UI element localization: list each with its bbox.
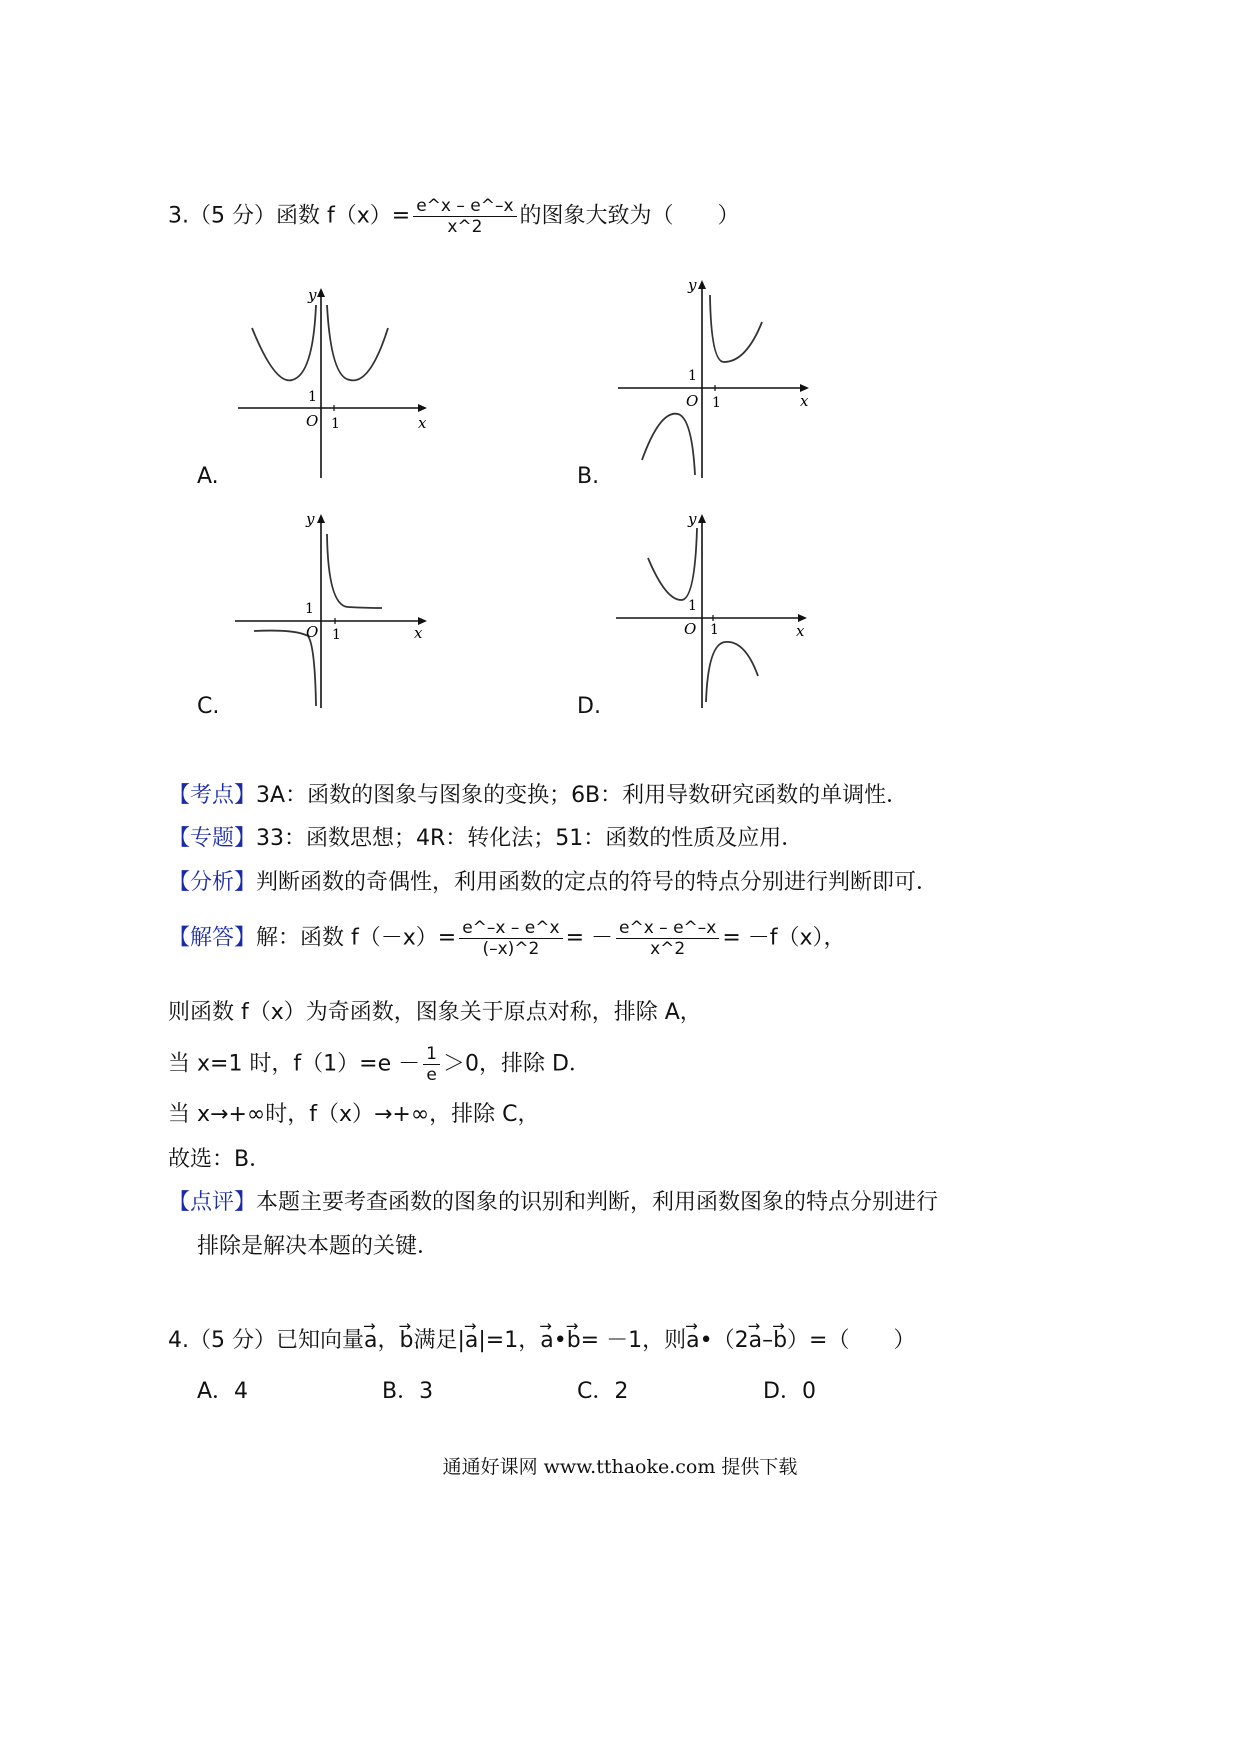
q3-stem-pre: 函数 f（x）=: [276, 203, 411, 229]
kaodian-text: 3A：函数的图象与图象的变换；6B：利用导数研究函数的单调性．: [256, 783, 909, 808]
zhuanti-tag: 【专题】: [168, 826, 257, 851]
graph-d-right-branch: [706, 642, 758, 702]
sol-fraction-2-numerator: e^x – e^–x: [616, 918, 719, 939]
q4-stem: [168, 1326, 915, 1356]
q4-option-c: C．2: [577, 1379, 629, 1404]
graph-b-origin-label: O: [686, 392, 699, 410]
graph-d-x-label: x: [796, 622, 805, 640]
sol-fraction-1: [459, 918, 562, 959]
q4-option-b: B．3: [382, 1379, 434, 1404]
vector-b: → b: [773, 1326, 787, 1356]
q3-formula-numerator: e^x – e^–x: [413, 196, 516, 217]
vector-a: → a: [686, 1326, 699, 1356]
option-a-label: A.: [197, 464, 219, 489]
vector-b: → b: [567, 1326, 581, 1356]
jieda-line: [168, 918, 846, 959]
option-c-label: C.: [197, 694, 220, 719]
graph-a-left-branch: [252, 305, 316, 380]
graph-a-tick-y-1: 1: [308, 389, 317, 405]
fenxi-line: [168, 868, 938, 898]
graph-b-x-label: x: [800, 392, 809, 410]
q3-stem-post: 的图象大致为（ ）: [519, 203, 740, 229]
q3-number: 3.: [168, 203, 189, 229]
graph-b-x-arrow: [800, 384, 809, 392]
sol-fraction-2-denominator: x^2: [650, 939, 686, 959]
sol-fraction-1-numerator: e^–x – e^x: [459, 918, 562, 939]
q3-score: （5 分）: [189, 203, 276, 229]
graph-a-y-arrow: [317, 288, 325, 297]
jieda-tag: 【解答】: [168, 925, 257, 951]
graph-a: [220, 280, 450, 480]
sol-fraction-2: [616, 918, 719, 959]
vector-b: → b: [400, 1326, 414, 1356]
graph-c: [220, 506, 450, 712]
one-over-e-fraction: [423, 1044, 440, 1085]
graph-c-origin-label: O: [306, 623, 319, 641]
graph-c-y-arrow: [317, 514, 325, 523]
dianping-line: [168, 1188, 938, 1218]
dianping-tag: 【点评】: [168, 1190, 257, 1215]
graph-b-left-branch: [642, 414, 695, 475]
graph-c-tick-x-1: 1: [332, 627, 341, 643]
vector-a: → a: [465, 1326, 478, 1356]
q4-text-2: 满足|: [413, 1328, 465, 1353]
solution-line-1: 则函数 f（x）为奇函数，图象关于原点对称，排除 A，: [168, 1000, 702, 1025]
zhuanti-line: [168, 824, 803, 854]
jieda-pre: 解：函数 f（－x）=: [256, 925, 457, 951]
q4-comma: ，: [377, 1328, 400, 1353]
q4-text-4: = －1，则: [580, 1328, 687, 1353]
graph-b: [600, 270, 830, 480]
vector-a: → a: [364, 1326, 377, 1356]
graph-d-x-arrow: [798, 614, 807, 622]
dianping-text-1: 本题主要考查函数的图象的识别和判断，利用函数图象的特点分别进行: [256, 1190, 939, 1215]
option-d-label: D.: [577, 694, 601, 719]
solution-line-3: 当 x→+∞时，f（x）→+∞，排除 C，: [168, 1102, 540, 1127]
one-over-e-numerator: 1: [423, 1044, 440, 1065]
dot-operator: •: [553, 1328, 567, 1353]
graph-d-left-branch: [648, 528, 697, 600]
graph-c-y-label: y: [306, 510, 315, 528]
vector-a: → a: [540, 1326, 553, 1356]
solution-line-2-post: ＞0，排除 D．: [442, 1051, 591, 1077]
graph-b-right-branch: [710, 295, 762, 362]
graph-d-y-label: y: [688, 510, 697, 528]
solution-line-4: 故选：B．: [168, 1147, 272, 1172]
option-b-label: B.: [577, 464, 600, 489]
q4-number: 4.: [168, 1328, 189, 1353]
fenxi-text: 判断函数的奇偶性，利用函数的定点的符号的特点分别进行判断即可．: [256, 870, 939, 895]
graph-c-x-label: x: [414, 624, 423, 642]
kaodian-tag: 【考点】: [168, 783, 257, 808]
q4-option-a: A．4: [197, 1379, 249, 1404]
graph-a-right-branch: [327, 305, 388, 380]
graph-c-tick-y-1: 1: [305, 601, 314, 617]
graph-b-tick-y-1: 1: [688, 368, 697, 384]
q3-formula-fraction: [413, 196, 516, 237]
q4-option-d: D．0: [763, 1379, 816, 1404]
graph-d-tick-y-1: 1: [688, 598, 697, 614]
graph-b-tick-x-1: 1: [712, 395, 721, 411]
dianping-text-2: 排除是解决本题的关键．: [197, 1234, 440, 1259]
graph-c-right-branch: [327, 534, 382, 608]
sol-mid: = －: [565, 925, 613, 951]
graph-a-tick-x-1: 1: [331, 416, 340, 432]
graph-a-x-label: x: [418, 414, 427, 432]
sol-fraction-1-denominator: (–x)^2: [482, 939, 540, 959]
solution-line-2: [168, 1044, 591, 1085]
zhuanti-text: 33：函数思想；4R：转化法；51：函数的性质及应用．: [256, 826, 804, 851]
page-footer: 通通好课网 www.tthaoke.com 提供下载: [442, 1456, 798, 1478]
q4-text-1: 已知向量: [276, 1328, 365, 1353]
graph-a-y-label: y: [308, 286, 317, 304]
q4-text-5: （2: [712, 1328, 749, 1353]
q3-stem: [168, 196, 740, 237]
graph-b-y-label: y: [688, 276, 697, 294]
graph-a-x-arrow: [418, 404, 427, 412]
graph-a-origin-label: O: [306, 412, 319, 430]
q4-text-6: ）=（ ）: [787, 1328, 916, 1353]
minus-operator: –: [762, 1328, 774, 1353]
dot-operator: •: [699, 1328, 713, 1353]
graph-c-left-branch: [254, 631, 316, 706]
q3-formula-denominator: x^2: [447, 217, 483, 237]
vector-a: → a: [749, 1326, 762, 1356]
q4-text-3: |=1，: [478, 1328, 541, 1353]
one-over-e-denominator: e: [426, 1065, 437, 1085]
graph-d: [600, 506, 830, 712]
kaodian-line: [168, 781, 908, 811]
sol-post: = －f（x），: [722, 925, 846, 951]
graph-d-y-arrow: [698, 514, 706, 523]
graph-d-tick-x-1: 1: [710, 622, 719, 638]
graph-b-y-arrow: [698, 280, 706, 289]
graph-d-origin-label: O: [684, 620, 697, 638]
q4-score: （5 分）: [189, 1328, 276, 1353]
solution-line-2-pre: 当 x=1 时，f（1）=e －: [168, 1051, 421, 1077]
fenxi-tag: 【分析】: [168, 870, 257, 895]
